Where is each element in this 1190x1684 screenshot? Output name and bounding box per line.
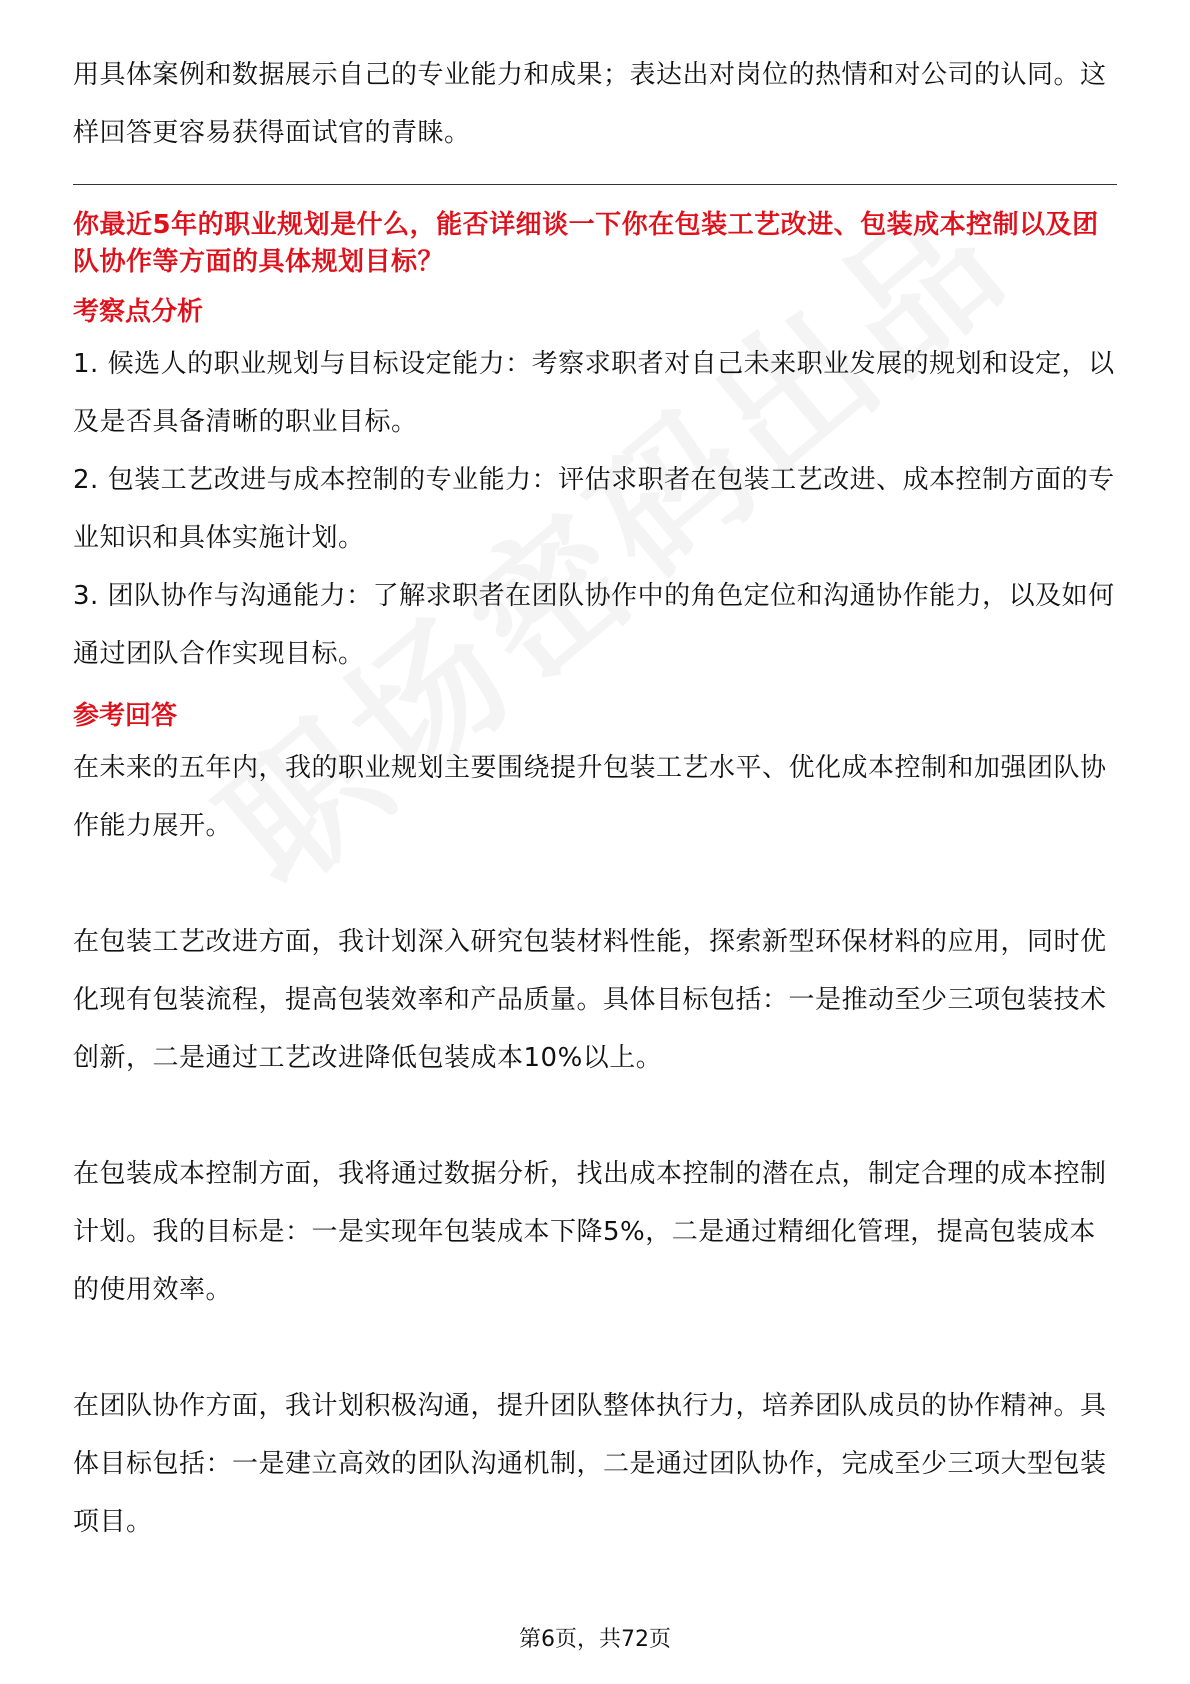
answer-title: 参考回答 [73,701,178,731]
answer-paragraph: 在包装工艺改进方面，我计划深入研究包装材料性能，探索新型环保材料的应用，同时优化现有包装流程，提高包装效率和产品质量。具体目标包括：一是推动至少三项包装技术创新，二是通过工艺改进降低包装成本10%以上。 [73,927,1107,1073]
analysis-title: 考察点分析 [73,297,204,327]
analysis-item: 1. 候选人的职业规划与目标设定能力：考察求职者对自己未来职业发展的规划和设定，以及是否具备清晰的职业目标。 [73,349,1115,437]
section-divider [73,184,1117,185]
paragraph-gap [73,855,1117,913]
question-heading: 你最近5年的职业规划是什么，能否详细谈一下你在包装工艺改进、包装成本控制以及团队协作等方面的具体规划目标？ [73,210,1099,277]
intro-paragraph: 用具体案例和数据展示自己的专业能力和成果；表达出对岗位的热情和对公司的认同。这样回答更容易获得面试官的青睐。 [73,60,1107,148]
answer-paragraph: 在未来的五年内，我的职业规划主要围绕提升包装工艺水平、优化成本控制和加强团队协作能力展开。 [73,753,1107,841]
analysis-item: 2. 包装工艺改进与成本控制的专业能力：评估求职者在包装工艺改进、成本控制方面的专业知识和具体实施计划。 [73,465,1115,553]
answer-paragraph: 在包装成本控制方面，我将通过数据分析，找出成本控制的潜在点，制定合理的成本控制计划。我的目标是：一是实现年包装成本下降5%，二是通过精细化管理，提高包装成本的使用效率。 [73,1159,1107,1305]
answer-paragraph: 在团队协作方面，我计划积极沟通，提升团队整体执行力，培养团队成员的协作精神。具体目标包括：一是建立高效的团队沟通机制，二是通过团队协作，完成至少三项大型包装项目。 [73,1391,1107,1537]
paragraph-gap [73,1087,1117,1145]
paragraph-gap [73,1319,1117,1377]
page-footer: 第6页，共72页 [519,1627,671,1652]
analysis-list [73,335,1117,683]
page-content [73,46,1117,1551]
analysis-item: 3. 团队协作与沟通能力：了解求职者在团队协作中的角色定位和沟通协作能力，以及如何通过团队合作实现目标。 [73,581,1115,669]
